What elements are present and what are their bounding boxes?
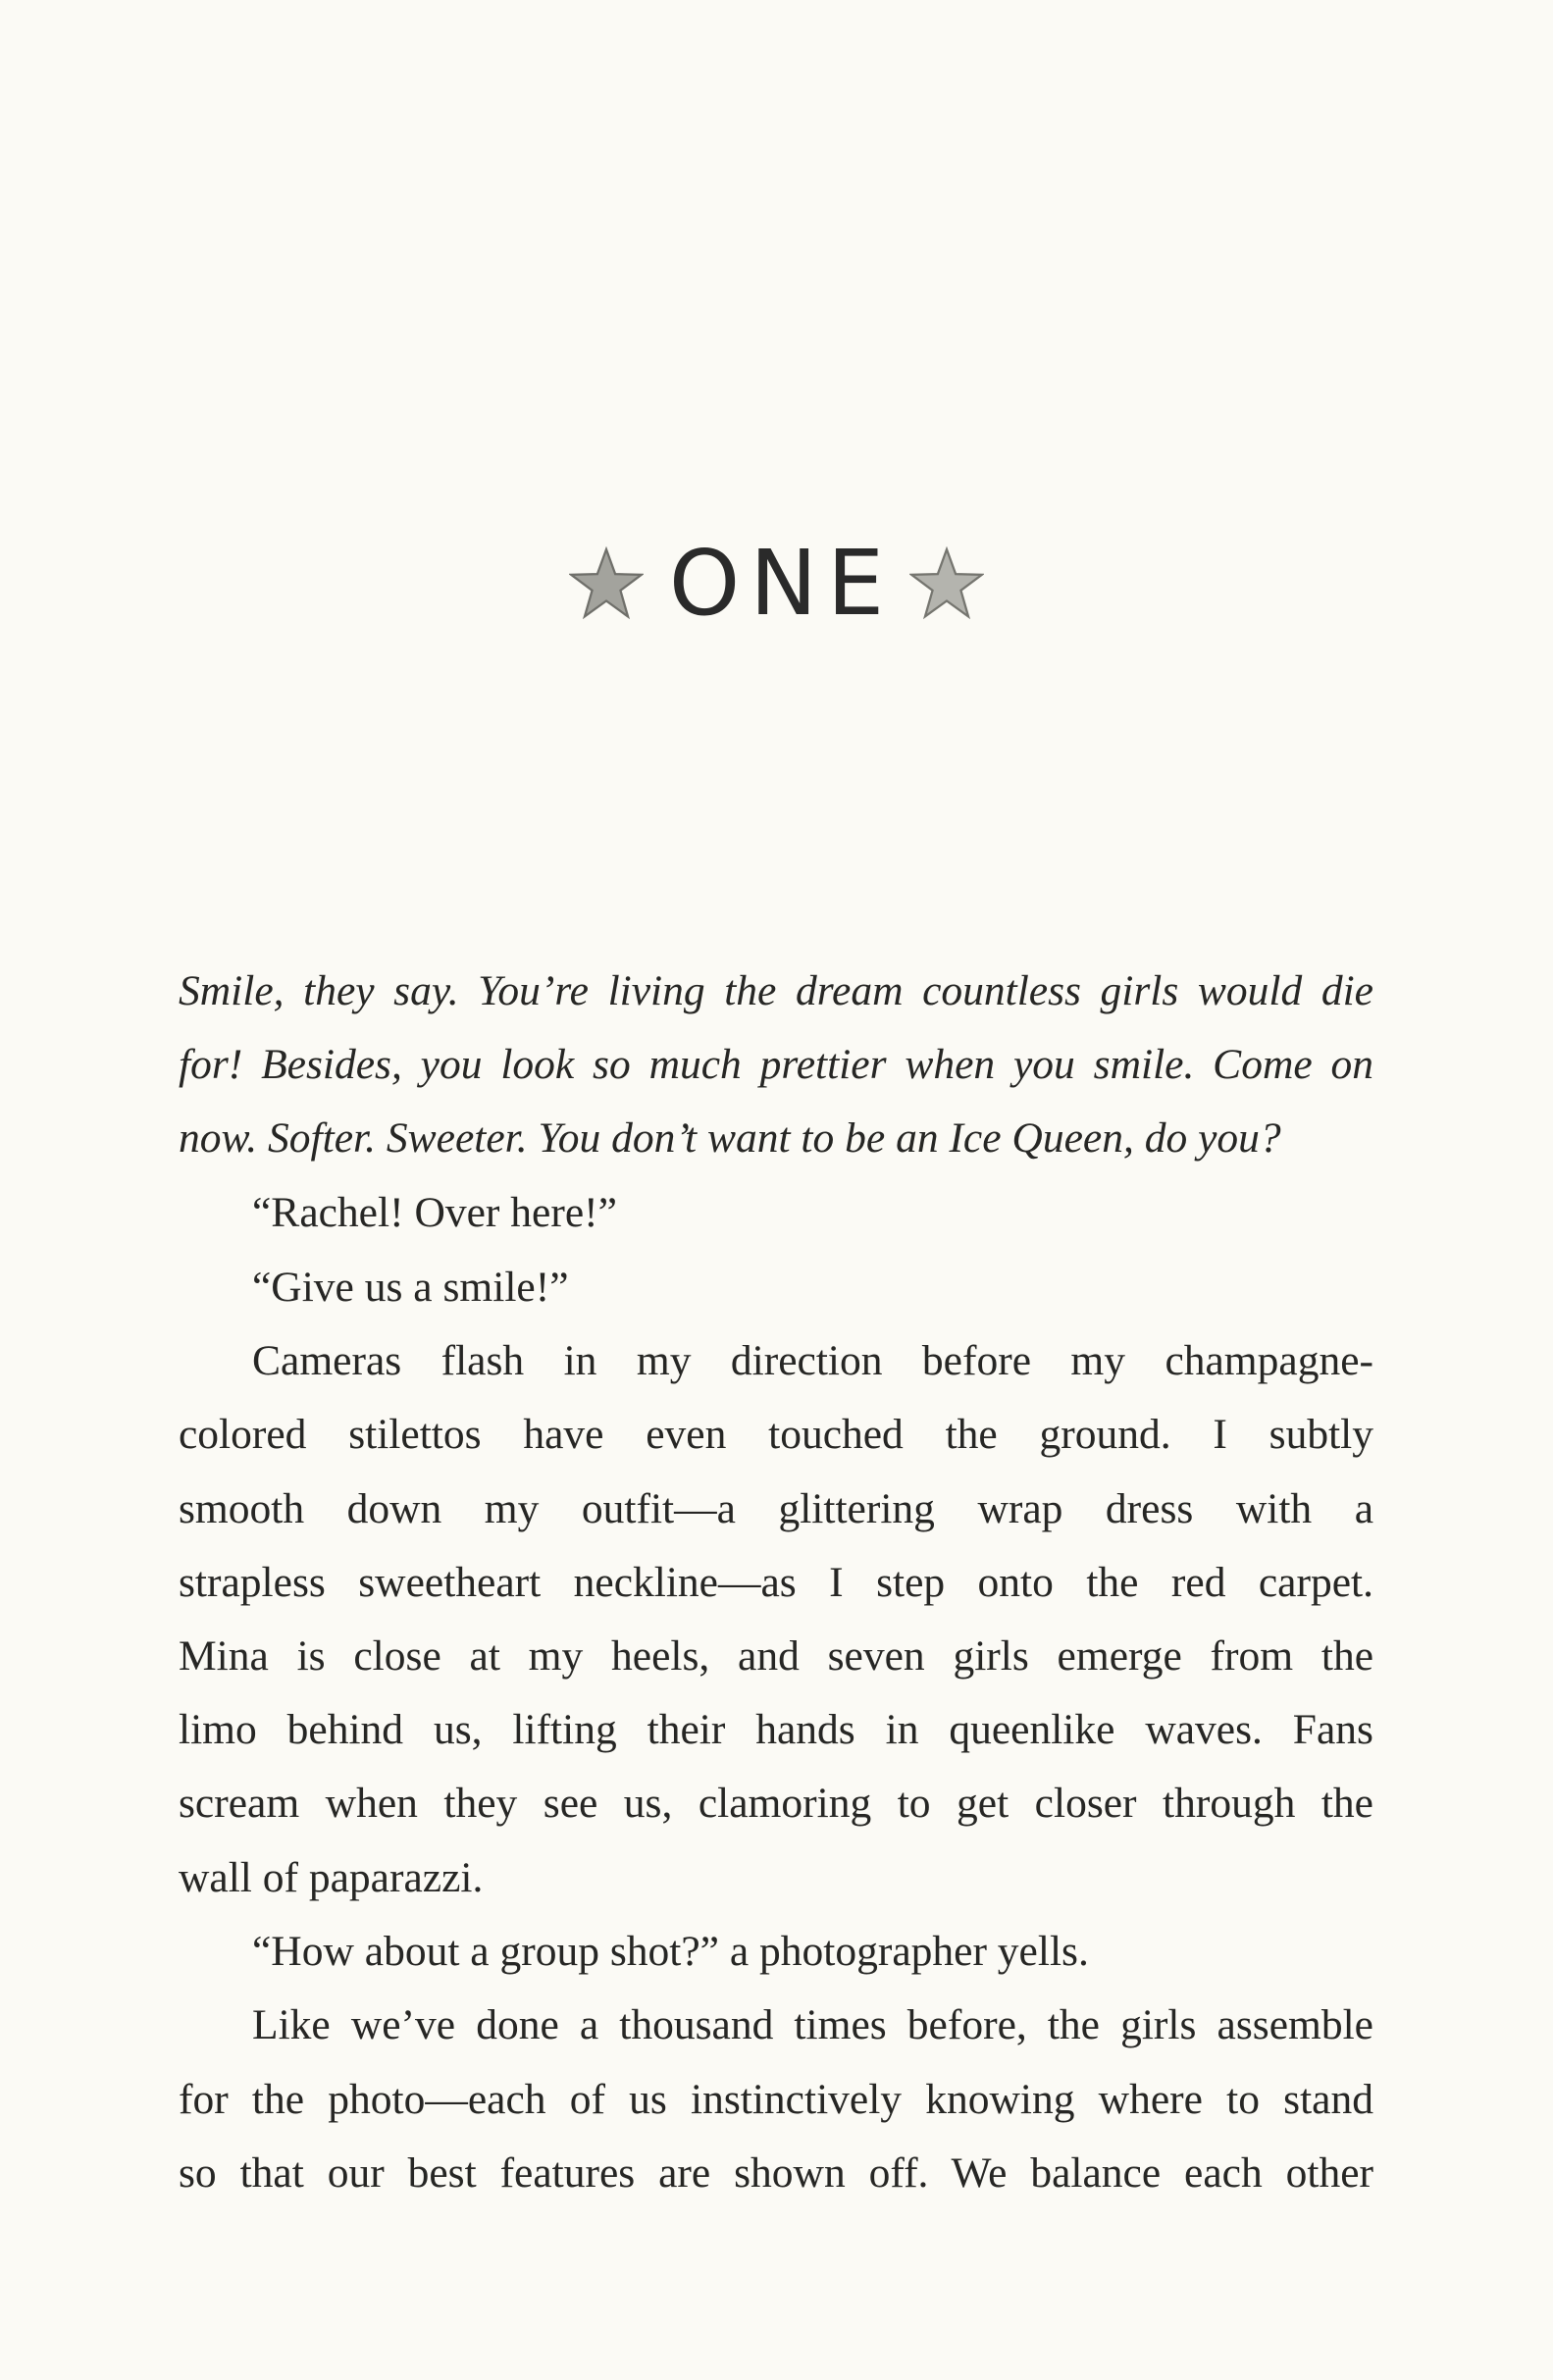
text-line: strapless sweetheart neckline—as I step onto the red carpet. (179, 1559, 1373, 1606)
text-line: for! Besides, you look so much prettier when you smile. Come on (179, 1041, 1373, 1088)
text-line: “Give us a smile!” (252, 1264, 569, 1311)
text-line: limo behind us, lifting their hands in queenlike waves. Fans (179, 1706, 1373, 1753)
text-line: colored stilettos have even touched the ground. I subtly (179, 1411, 1373, 1458)
text-line: wall of paparazzi. (179, 1854, 484, 1901)
text-line: scream when they see us, clamoring to get closer through the (179, 1780, 1373, 1827)
chapter-title: ONE (668, 531, 895, 636)
text-line: Mina is close at my heels, and seven girls emerge from the (179, 1632, 1373, 1680)
text-line: “How about a group shot?” a photographer yells. (252, 1928, 1089, 1975)
text-line: for the photo—each of us instinctively knowing where to stand (179, 2076, 1373, 2123)
text-line: Smile, they say. You’re living the dream countless girls would die (179, 967, 1373, 1014)
text-line: Cameras flash in my direction before my champagne- (252, 1337, 1373, 1384)
star-icon (909, 546, 984, 621)
chapter-heading (0, 525, 1553, 643)
text-line: “Rachel! Over here!” (252, 1189, 617, 1236)
star-icon (569, 546, 644, 621)
text-line: now. Softer. Sweeter. You don’t want to be an Ice Queen, do you? (179, 1114, 1281, 1162)
text-line: so that our best features are shown off. We balance each other (179, 2149, 1373, 2197)
text-line: Like we’ve done a thousand times before, the girls assemble (252, 2001, 1373, 2048)
text-line: smooth down my outfit—a glittering wrap dress with a (179, 1485, 1373, 1532)
